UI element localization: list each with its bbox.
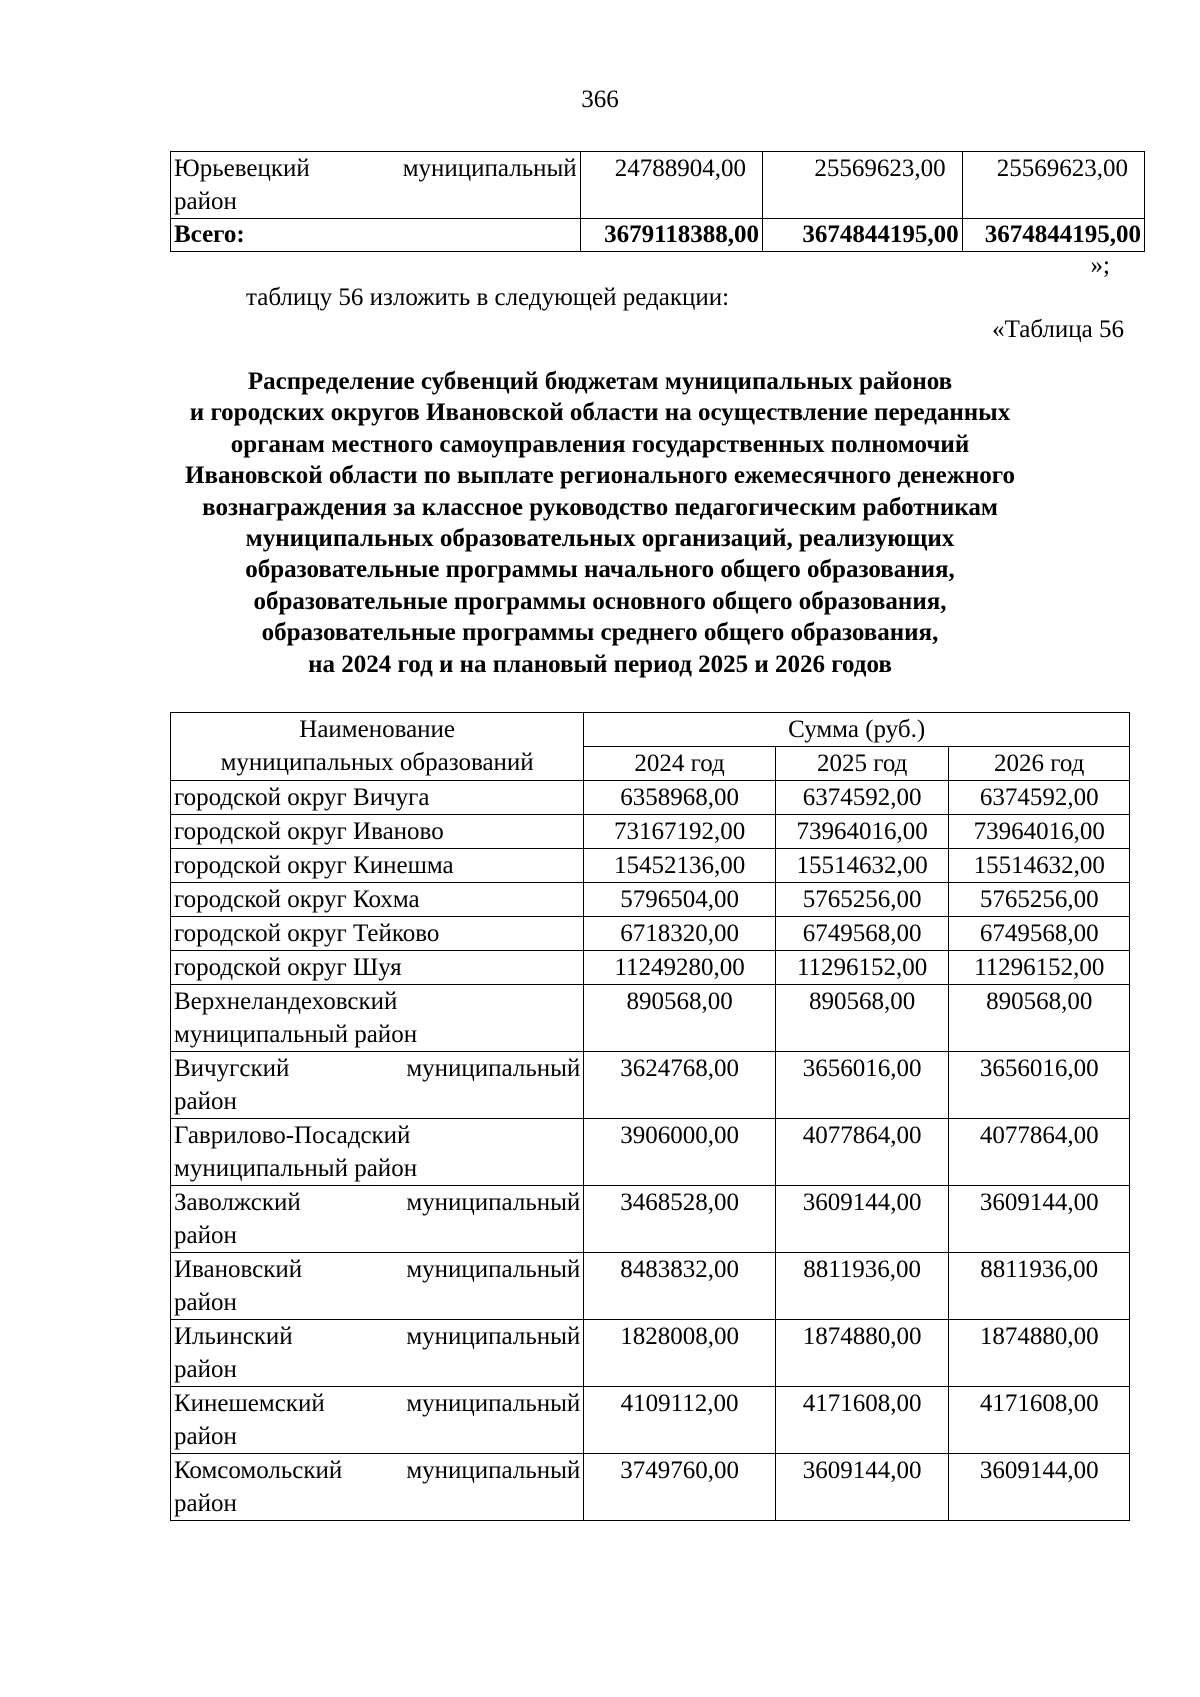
table-row [171,883,1130,917]
header-year-2024: 2024 год [584,747,776,781]
value-2025: 6374592,00 [775,781,949,815]
title-line: Ивановской области по выплате регионального ежемесячного денежного [185,462,1015,490]
row-name-cell [171,152,581,219]
value-2024: 4109112,00 [584,1387,776,1454]
header-sum: Сумма (руб.) [584,713,1130,747]
value-2026: 15514632,00 [949,849,1130,883]
row-name-cell: городской округ Кохма [171,883,584,917]
total-label: Всего: [171,219,581,252]
row-name-part: муниципальный [406,1256,581,1283]
value-2026: 5765256,00 [949,883,1130,917]
table-row [171,917,1130,951]
table-row [171,1253,1130,1320]
value-2025: 25569623,00 [762,152,962,219]
value-2025: 73964016,00 [775,815,949,849]
header-year-2026: 2026 год [949,747,1130,781]
instruction-text: таблицу 56 изложить в следующей редакции: [246,284,730,311]
subsidy-table [170,712,1130,1521]
table-row [171,985,1130,1052]
title-line: и городских округов Ивановской области на осуществление переданных [189,399,1011,427]
row-name-part: Комсомольский [174,1457,343,1484]
row-name-cell [171,1052,584,1119]
page-number: 366 [581,86,619,113]
value-2024: 73167192,00 [584,815,776,849]
row-name-part: район [174,1423,237,1450]
value-2025: 4077864,00 [775,1119,949,1186]
row-name-part: муниципальный [406,1323,581,1350]
value-2024: 6358968,00 [584,781,776,815]
row-name-part: район [174,1088,237,1115]
row-name-part: муниципальный район [174,1021,418,1048]
row-name-part: Верхнеландеховский [174,988,398,1015]
row-name-cell [171,1119,584,1186]
value-2026: 11296152,00 [949,951,1130,985]
row-name-cell: городской округ Кинешма [171,849,584,883]
row-name-part: район [174,1289,237,1316]
value-2025: 3656016,00 [775,1052,949,1119]
row-name-cell [171,1186,584,1253]
row-name-part: муниципальный [406,1189,581,1216]
value-2025: 15514632,00 [775,849,949,883]
value-2025: 1874880,00 [775,1320,949,1387]
value-2025: 3609144,00 [775,1454,949,1521]
row-name-part: муниципальный [402,155,577,182]
value-2025: 11296152,00 [775,951,949,985]
closing-quote: »; [1090,252,1110,279]
table-row [171,849,1130,883]
row-name-part: муниципальный [406,1055,581,1082]
title-line: органам местного самоуправления государственных полномочий [230,430,970,458]
row-name-part: район [174,188,237,215]
table-title [160,366,1040,680]
row-name-cell: городской округ Тейково [171,917,584,951]
value-2026: 4077864,00 [949,1119,1130,1186]
row-name-cell [171,1253,584,1320]
table-row [171,1119,1130,1186]
row-name-part: Ильинский [174,1323,293,1350]
row-name-part: район [174,1222,237,1249]
row-name-part: район [174,1490,237,1517]
table-row [171,1454,1130,1521]
value-2025: 6749568,00 [775,917,949,951]
value-2024: 15452136,00 [584,849,776,883]
row-name-part: Кинешемский [174,1390,325,1417]
title-line: образовательные программы основного общего образования, [253,587,947,615]
row-name-cell [171,1454,584,1521]
value-2024: 24788904,00 [580,152,762,219]
value-2026: 1874880,00 [949,1320,1130,1387]
value-2024: 890568,00 [584,985,776,1052]
value-2024: 8483832,00 [584,1253,776,1320]
row-name-part: район [174,1356,237,1383]
row-name-part: Заволжский [174,1189,301,1216]
table-row [171,152,1145,219]
row-name-part: муниципальный [406,1457,581,1484]
value-2025: 4171608,00 [775,1387,949,1454]
table-row [171,781,1130,815]
header-name-line: Наименование [299,716,456,743]
header-row [171,713,1130,747]
table-row [171,815,1130,849]
row-name-cell [171,1387,584,1454]
title-line: образовательные программы начального общего образования, [245,556,955,584]
total-2024: 3679118388,00 [580,219,762,252]
value-2026: 25569623,00 [962,152,1144,219]
header-name-line: муниципальных образований [220,749,534,776]
table-body [171,781,1130,1521]
value-2024: 3906000,00 [584,1119,776,1186]
row-name-part: муниципальный [406,1390,581,1417]
table-row [171,1186,1130,1253]
value-2026: 3656016,00 [949,1052,1130,1119]
title-line: на 2024 год и на плановый период 2025 и 2026 годов [308,650,892,678]
row-name-cell [171,985,584,1052]
row-name-cell: городской округ Иваново [171,815,584,849]
value-2024: 5796504,00 [584,883,776,917]
value-2024: 3468528,00 [584,1186,776,1253]
value-2024: 1828008,00 [584,1320,776,1387]
value-2026: 3609144,00 [949,1454,1130,1521]
row-name-cell [171,1320,584,1387]
title-line: вознаграждения за классное руководство педагогическим работникам [202,493,998,521]
value-2024: 3749760,00 [584,1454,776,1521]
title-line: муниципальных образовательных организаций, реализующих [245,525,955,553]
value-2026: 8811936,00 [949,1253,1130,1320]
table-label: «Таблица 56 [992,316,1124,343]
title-line: образовательные программы среднего общего образования, [261,619,939,647]
row-name-part: Юрьевецкий [174,155,310,182]
table-row [171,1052,1130,1119]
total-2026: 3674844195,00 [962,219,1144,252]
total-row [171,219,1145,252]
row-name-part: Ивановский [174,1256,303,1283]
total-2025: 3674844195,00 [762,219,962,252]
previous-table [170,151,1145,252]
value-2024: 11249280,00 [584,951,776,985]
title-line: Распределение субвенций бюджетам муниципальных районов [247,368,953,395]
value-2024: 6718320,00 [584,917,776,951]
row-name-part: Гаврилово-Посадский [174,1122,411,1149]
value-2025: 3609144,00 [775,1186,949,1253]
table-row [171,951,1130,985]
value-2024: 3624768,00 [584,1052,776,1119]
row-name-cell: городской округ Шуя [171,951,584,985]
header-name-cell [171,713,584,781]
table-row [171,1387,1130,1454]
table-row [171,1320,1130,1387]
value-2026: 6749568,00 [949,917,1130,951]
value-2025: 8811936,00 [775,1253,949,1320]
value-2025: 890568,00 [775,985,949,1052]
value-2026: 4171608,00 [949,1387,1130,1454]
row-name-part: муниципальный район [174,1155,418,1182]
row-name-cell: городской округ Вичуга [171,781,584,815]
value-2026: 73964016,00 [949,815,1130,849]
value-2026: 890568,00 [949,985,1130,1052]
value-2026: 6374592,00 [949,781,1130,815]
header-year-2025: 2025 год [775,747,949,781]
value-2026: 3609144,00 [949,1186,1130,1253]
row-name-part: Вичугский [174,1055,290,1082]
value-2025: 5765256,00 [775,883,949,917]
